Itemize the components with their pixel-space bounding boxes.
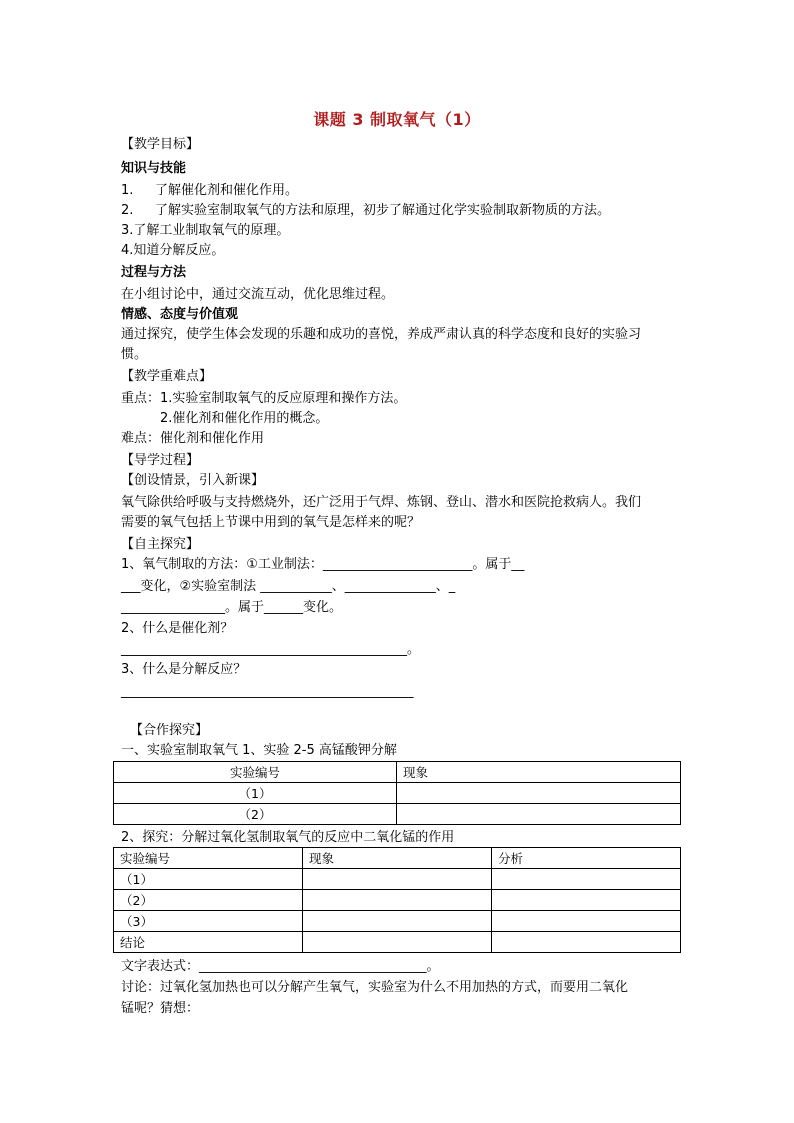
knowledge-header: 知识与技能 [121,161,187,176]
table-cell [303,869,492,890]
question-3: 3、什么是分解反应？ [121,662,247,677]
table-header-cell: 现象 [397,762,681,783]
table-header-cell: 实验编号 [114,848,303,869]
question-1-line-1: 1、氧气制取的方法：①工业制法：_______________________。属于__ [121,557,525,572]
table-row [114,890,681,911]
goal-1 [121,183,298,199]
question-2: 2、什么是催化剂？ [121,621,234,636]
goal-2 [121,203,610,219]
experiment-1-title: 一、实验室制取氧气 1、实验 2-5 高锰酸钾分解 [121,743,397,758]
table-cell [303,932,492,953]
key-point-2: 2.催化剂和催化作用的概念。 [160,411,329,426]
intro-header: 【创设情景，引入新课】 [121,473,265,488]
table-cell: （2） [114,890,303,911]
table-cell: （2） [114,804,397,825]
table-header-cell: 实验编号 [114,762,397,783]
table-header-row [114,848,681,869]
question-1-line-2: ___变化，②实验室制法 ___________、______________、_ [121,579,456,594]
table-cell [397,804,681,825]
key-point-1: 重点：1.实验室制取氧气的反应原理和操作方法。 [121,391,407,406]
table-cell: （3） [114,911,303,932]
table-header-cell: 分析 [492,848,681,869]
cooperative-header: 【合作探究】 [130,723,209,738]
guide-header: 【导学过程】 [121,453,200,468]
experiment-2-title: 2、探究：分解过氧化氢制取氧气的反应中二氧化锰的作用 [121,830,455,845]
table-row [114,783,681,804]
emotion-header: 情感、态度与价值观 [121,307,239,322]
discussion-line-2: 锰呢？猜想： [121,1001,200,1016]
table-cell [397,783,681,804]
table-row [114,804,681,825]
keypoints-header: 【教学重难点】 [121,369,213,384]
emotion-text-line-1: 通过探究，使学生体会发现的乐趣和成功的喜悦，养成严肃认真的科学态度和良好的实验习 [121,327,642,342]
goals-header: 【教学目标】 [121,137,200,152]
goal-1-number: 1. [121,183,134,198]
table-cell: 结论 [114,932,303,953]
table-cell [492,869,681,890]
goal-2-number: 2. [121,203,134,218]
process-header: 过程与方法 [121,265,187,280]
table-cell [492,932,681,953]
self-study-header: 【自主探究】 [121,537,200,552]
experiment-1-table [113,761,681,825]
intro-text-line-1: 氧气除供给呼吸与支持燃烧外，还广泛用于气焊、炼钢、登山、潜水和医院抢救病人。我们 [121,495,642,510]
emotion-text-line-2: 惯。 [121,347,148,362]
goal-1-text: 了解催化剂和催化作用。 [155,183,299,198]
question-3-answer-blank: _____________________________________________ [121,684,414,699]
experiment-2-table [113,847,681,953]
table-header-cell: 现象 [303,848,492,869]
process-text: 在小组讨论中，通过交流互动，优化思维过程。 [121,287,395,302]
table-cell: （1） [114,783,397,804]
table-header-row [114,762,681,783]
discussion-line-1: 讨论：过氧化氢加热也可以分解产生氧气，实验室为什么不用加热的方式，而要用二氧化 [121,980,629,995]
intro-text-line-2: 需要的氧气包括上节课中用到的氧气是怎样来的呢？ [121,515,421,530]
page-title: 课题 3 制取氧气（1） [313,110,481,129]
difficult-point: 难点：催化剂和催化作用 [121,431,265,446]
question-1-line-3: ________________。属于______变化。 [121,600,343,615]
table-cell [492,911,681,932]
goal-4: 4.知道分解反应。 [121,243,225,258]
goal-3: 3.了解工业制取氧气的原理。 [121,223,290,238]
formula-line: 文字表达式：___________________________________。 [121,959,440,974]
table-cell [303,911,492,932]
table-row [114,869,681,890]
question-2-answer-blank: ____________________________________________。 [121,642,420,657]
table-row [114,932,681,953]
table-cell [492,890,681,911]
table-row [114,911,681,932]
goal-2-text: 了解实验室制取氧气的方法和原理，初步了解通过化学实验制取新物质的方法。 [155,203,611,218]
table-cell: （1） [114,869,303,890]
table-cell [303,890,492,911]
